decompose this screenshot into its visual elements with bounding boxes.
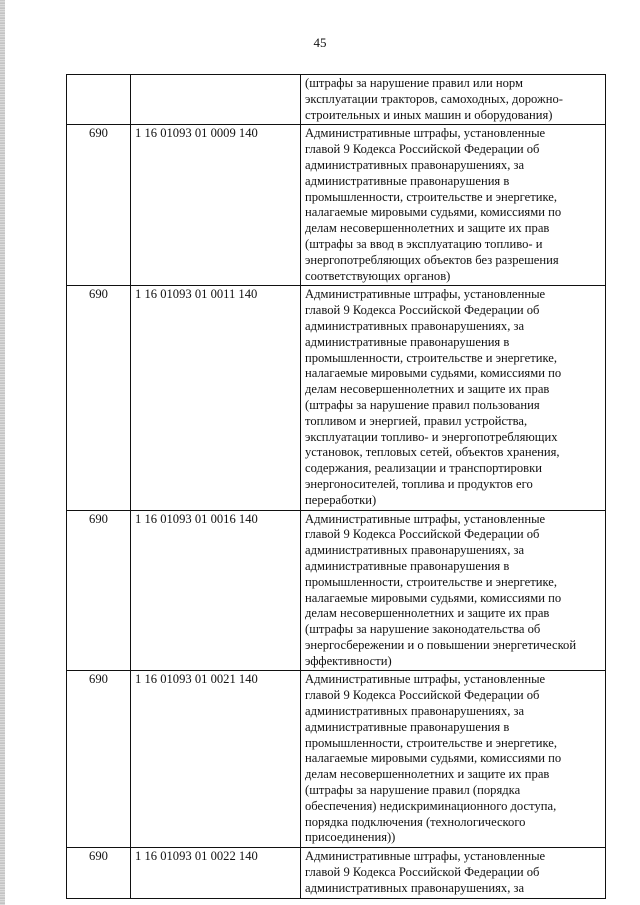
description-line: эффективности)	[305, 653, 392, 668]
description-cell	[301, 75, 606, 125]
table-row	[67, 848, 606, 898]
description-line: присоединения))	[305, 830, 396, 845]
description-line: энергоносителей, топлива и продуктов его	[305, 476, 533, 491]
description-line: содержания, реализации и транспортировки	[305, 461, 542, 476]
description-line: налагаемые мировыми судьями, комиссиями по	[305, 205, 562, 220]
description-cell	[301, 286, 606, 510]
description-line: административные правонарушения в	[305, 558, 510, 573]
description-line: административные правонарушения в	[305, 173, 510, 188]
description-line: делам несовершеннолетних и защите их прав	[305, 221, 550, 236]
description-line: Административные штрафы, установленные	[305, 849, 546, 864]
table-row	[67, 75, 606, 125]
kbk-code-cell: 1 16 01093 01 0022 140	[131, 848, 301, 898]
description-line: делам несовершеннолетних и защите их прав	[305, 606, 550, 621]
description-line: строительных и иных машин и оборудования)	[305, 107, 553, 122]
table-row	[67, 510, 606, 671]
description-line: переработки)	[305, 492, 377, 507]
table-row	[67, 671, 606, 848]
admin-code-cell	[67, 75, 131, 125]
description-line: административных правонарушениях, за	[305, 704, 525, 719]
kbk-code-cell: 1 16 01093 01 0016 140	[131, 510, 301, 671]
description-line: делам несовершеннолетних и защите их прав	[305, 767, 550, 782]
description-line: (штрафы за нарушение правил пользования	[305, 397, 540, 412]
description-line: Административные штрафы, установленные	[305, 126, 546, 141]
description-line: обеспечения) недискриминационного доступа,	[305, 798, 557, 813]
description-line: энергопотребляющих объектов без разрешения	[305, 252, 559, 267]
description-line: Административные штрафы, установленные	[305, 672, 546, 687]
description-line: Административные штрафы, установленные	[305, 511, 546, 526]
admin-code-cell: 690	[67, 125, 131, 286]
table-row	[67, 125, 606, 286]
description-line: (штрафы за нарушение правил или норм	[305, 76, 523, 90]
description-line: (штрафы за нарушение законодательства об	[305, 622, 541, 637]
description-line: главой 9 Кодекса Российской Федерации об	[305, 303, 540, 318]
admin-code-cell: 690	[67, 510, 131, 671]
description-cell	[301, 848, 606, 898]
scan-edge	[0, 0, 5, 905]
admin-code-cell: 690	[67, 848, 131, 898]
kbk-code-cell: 1 16 01093 01 0009 140	[131, 125, 301, 286]
admin-code-cell: 690	[67, 671, 131, 848]
description-cell	[301, 125, 606, 286]
kbk-code-cell: 1 16 01093 01 0021 140	[131, 671, 301, 848]
description-line: энергосбережении и о повышении энергетической	[305, 637, 577, 652]
description-line: промышленности, строительстве и энергетике,	[305, 735, 558, 750]
description-line: главой 9 Кодекса Российской Федерации об	[305, 142, 540, 157]
description-line: административные правонарушения в	[305, 719, 510, 734]
description-line: налагаемые мировыми судьями, комиссиями по	[305, 751, 562, 766]
description-line: соответствующих органов)	[305, 268, 451, 283]
description-line: налагаемые мировыми судьями, комиссиями по	[305, 366, 562, 381]
description-line: порядка подключения (технологического	[305, 814, 526, 829]
description-line: эксплуатации топливо- и энергопотребляющих	[305, 429, 558, 444]
page-number: 45	[313, 35, 327, 50]
description-line: административных правонарушениях, за	[305, 880, 525, 895]
description-line: делам несовершеннолетних и защите их прав	[305, 382, 550, 397]
description-line: административных правонарушениях, за	[305, 543, 525, 558]
description-line: административных правонарушениях, за	[305, 318, 525, 333]
description-line: главой 9 Кодекса Российской Федерации об	[305, 688, 540, 703]
description-line: административных правонарушениях, за	[305, 157, 525, 172]
description-line: топливом и энергией, правил устройства,	[305, 413, 528, 428]
description-line: налагаемые мировыми судьями, комиссиями по	[305, 590, 562, 605]
description-line: (штрафы за ввод в эксплуатацию топливо- и	[305, 236, 543, 251]
description-cell	[301, 510, 606, 671]
description-line: административные правонарушения в	[305, 334, 510, 349]
budget-classification-table	[66, 74, 606, 899]
description-line: эксплуатации тракторов, самоходных, дорожно-	[305, 91, 563, 106]
description-line: установок, тепловых сетей, объектов хранения,	[305, 445, 560, 460]
kbk-code-cell	[131, 75, 301, 125]
table-body	[67, 75, 606, 899]
table-row	[67, 286, 606, 510]
description-line: главой 9 Кодекса Российской Федерации об	[305, 527, 540, 542]
description-line: промышленности, строительстве и энергетике,	[305, 350, 558, 365]
description-line: промышленности, строительстве и энергетике,	[305, 574, 558, 589]
description-line: (штрафы за нарушение правил (порядка	[305, 783, 521, 798]
description-line: Административные штрафы, установленные	[305, 287, 546, 302]
description-line: промышленности, строительстве и энергетике,	[305, 189, 558, 204]
kbk-code-cell: 1 16 01093 01 0011 140	[131, 286, 301, 510]
description-line: главой 9 Кодекса Российской Федерации об	[305, 865, 540, 880]
admin-code-cell: 690	[67, 286, 131, 510]
description-cell	[301, 671, 606, 848]
